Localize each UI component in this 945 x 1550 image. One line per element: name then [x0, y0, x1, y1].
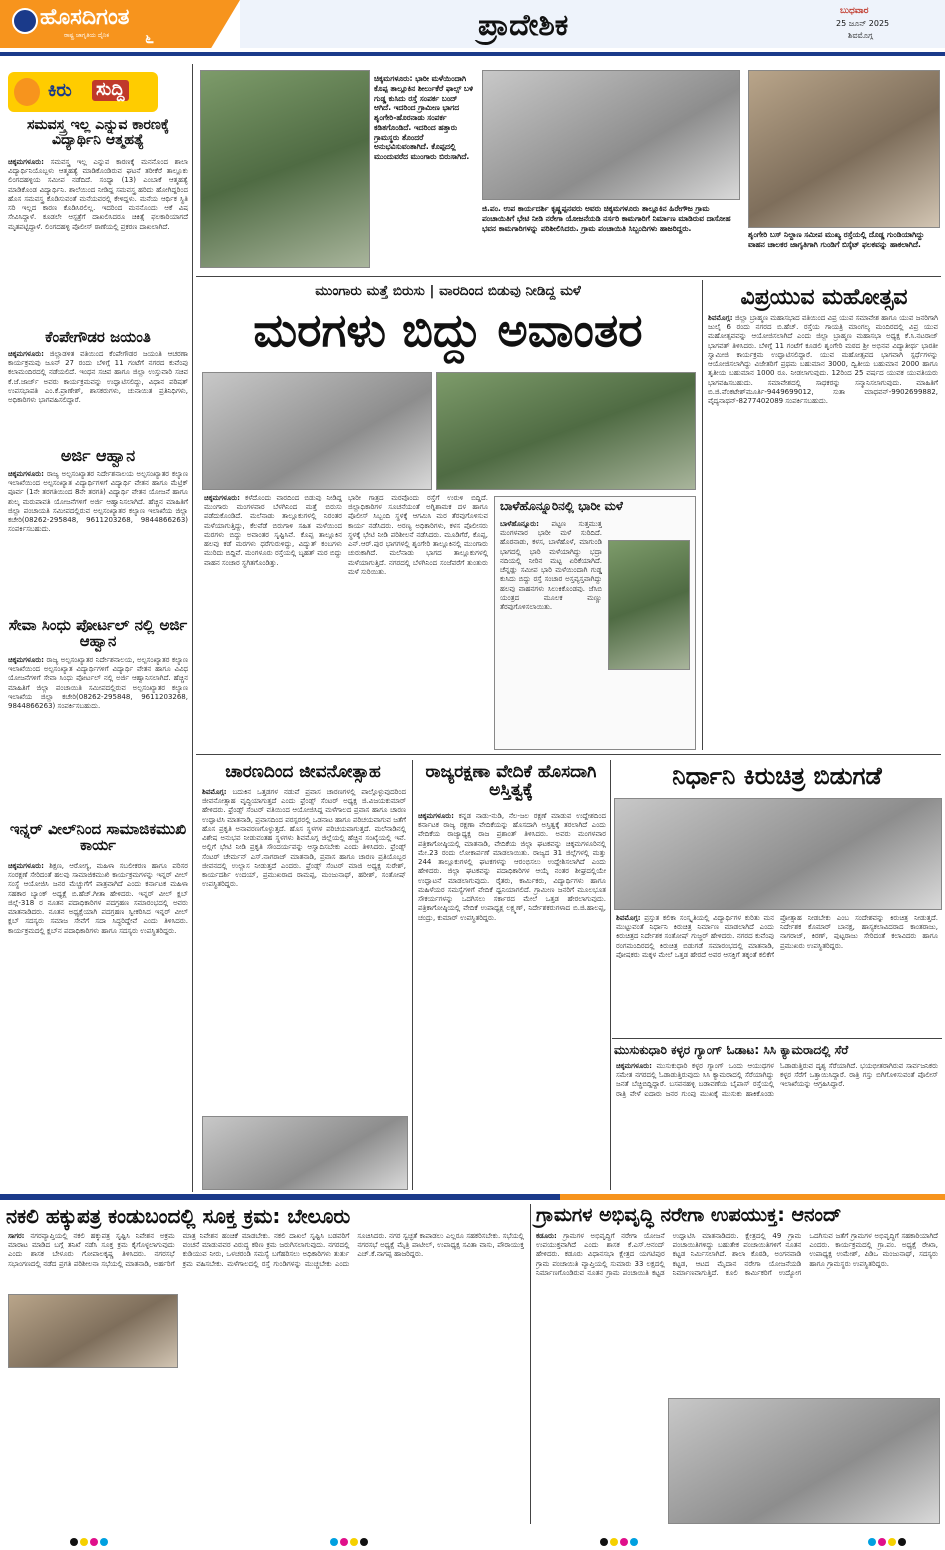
logo-emblem-icon: [12, 8, 38, 34]
lead-body-2: [348, 494, 488, 748]
page-number: ೬: [145, 28, 154, 47]
road-pothole-photo: [748, 70, 940, 228]
nirdhani-body: [616, 914, 938, 1030]
masthead-date: 25 ಜೂನ್ 2025: [836, 19, 890, 28]
divider: [196, 276, 941, 277]
kiru-prefix: ಕಿರು: [48, 80, 72, 101]
lead-dateline: ಚಿಕ್ಕಮಗಳೂರು:: [204, 494, 240, 502]
masthead-city: ಶಿವಮೊಗ್ಗ: [848, 31, 873, 40]
kiru-suffix: ಸುದ್ದಿ: [92, 80, 129, 101]
brief5-title: ಇನ್ನರ್ ವೀಲ್‌ನಿಂದ ಸಾಮಾಜಿಕಮುಖಿ ಕಾರ್ಯ: [9, 820, 187, 854]
divider: [192, 64, 193, 1192]
bottom1-body: [8, 1232, 524, 1522]
vedike-body: [418, 812, 606, 1188]
landslide-photo: [200, 70, 370, 268]
brief3-body: [8, 470, 188, 614]
bottom-band-orange: [560, 1194, 945, 1200]
divider: [196, 754, 941, 755]
brief5-text: ಶಿಕ್ಷಣ, ಆರೋಗ್ಯ, ಮಹಿಳಾ ಸಬಲೀಕರಣ ಹಾಗೂ ಪರಿಸರ ಸಂರಕ್ಷಣೆ ಸೇರಿದಂತೆ ಹಲವು ಸಾಮಾಜಿಕಮುಖಿ ಕಾರ್ಯಕ್ರಮಗಳನ್ನು ಇನ್ನರ್ ವೀಲ್ ಸಂಸ್ಥೆ ಆಯೋಜಿಸಿ ಜನರ ಮೆಚ್ಚುಗೆಗೆ ಪಾತ್ರವಾಗಿದೆ ಎಂದು ಕರ್ನಾಟಕ ಮಹಿಳಾ ಸಹಕಾರ ಬ್ಯಾಂಕ್ ಅಧ್ಯಕ್ಷೆ ಬಿ.ಹೆಚ್.ಗೀತಾ ಹೇಳಿದರು. ಇನ್ನರ್ ವೀಲ್ ಕ್ಲಬ್ ಜಿಲ್ಲೆ-318 ರ ನೂತನ ಪದಾಧಿಕಾರಿಗಳ ಪದಗ್ರಹಣ ಸಮಾರಂಭದಲ್ಲಿ ಅವರು ಮಾತನಾಡಿದರು. ನೂತನ ಅಧ್ಯಕ್ಷೆಯಾಗಿ ಪದಗ್ರಹಣ ಸ್ವೀಕರಿಸಿದ ಇನ್ನರ್ ವೀಲ್ ಕ್ಲಬ್ ಸದಸ್ಯರು ಸಮಾಜ ಸೇವೆಗೆ ಸದಾ ಸಿದ್ಧರಿದ್ದೇವೆ ಎಂದು ತಿಳಿಸಿದರು. ಕಾರ್ಯಕ್ರಮದಲ್ಲಿ ಕ್ಲಬ್‌ನ ಪದಾಧಿಕಾರಿಗಳು ಹಾಗೂ ಸದಸ್ಯರು ಉಪಸ್ಥಿತರಿದ್ದರು.: [8, 862, 188, 935]
color-registration-marks: [330, 1531, 370, 1550]
vedike-dateline: ಚಿಕ್ಕಮಗಳೂರು:: [418, 812, 454, 820]
lead-body-1: [204, 494, 342, 748]
fallen-tree-photo-1: [202, 372, 432, 490]
brief4-body: [8, 656, 188, 818]
pointing-hand-icon: [14, 78, 40, 106]
brief1-title: ಸಮವಸ್ತ್ರ ಇಲ್ಲ ಎನ್ನುವ ಕಾರಣಕ್ಕೆ ವಿದ್ಯಾರ್ಥಿನಿ ಆತ್ಮಹತ್ಯೆ: [26, 117, 170, 148]
divider: [612, 1038, 942, 1039]
photo-caption-3: ಶೃಂಗೇರಿ ಬಸ್ ನಿಲ್ದಾಣ ಸಮೀಪ ಮುಖ್ಯ ರಸ್ತೆಯಲ್ಲಿ ದೊಡ್ಡ ಗುಂಡಿಯಾಗಿದ್ದು ವಾಹನ ಚಾಲಕರ ಜಾಗೃತಿಗಾಗಿ ಗುಂಡಿಗೆ ಬಿಸ್ಕೆಟ್ ಫಲಕವನ್ನು ಹಾಕಲಾಗಿದೆ.: [748, 230, 925, 249]
sub-story-dateline: ಬಾಳೆಹೊನ್ನೂರು:: [500, 520, 539, 528]
vedike-title: ರಾಜ್ಯರಕ್ಷಣಾ ವೇದಿಕೆ ಹೊಸದಾಗಿ ಅಸ್ತಿತ್ವಕ್ಕೆ: [425, 762, 597, 800]
brief3-title: ಅರ್ಜಿ ಆಹ್ವಾನ: [60, 446, 136, 465]
brief5-dateline: ಚಿಕ್ಕಮಗಳೂರು:: [8, 862, 44, 870]
brief1-dateline: ಚಿಕ್ಕಮಗಳೂರು:: [8, 158, 44, 166]
cctv-title: ಮುಸುಕುಧಾರಿ ಕಳ್ಳರ ಗ್ಯಾಂಗ್ ಓಡಾಟ: ಸಿಸಿ ಕ್ಯಾಮರಾದಲ್ಲಿ ಸೆರೆ: [614, 1043, 849, 1057]
lead-headline: ಮರಗಳು ಬಿದ್ದು ಅವಾಂತರ: [253, 303, 643, 357]
masthead-day: ಬುಧವಾರ: [840, 6, 869, 16]
lead-text-1: ಕಳೆದೊಂದು ವಾರದಿಂದ ಬಿಡುವು ನೀಡಿದ್ದ ಮುಂಗಾರು ಮಂಗಳವಾರ ಬೆಳಗಿನಿಂದ ಮತ್ತೆ ಬಿರುಸು ಪಡೆದುಕೊಂಡಿದೆ. ಮಲೆನಾಡು ತಾಲ್ಲೂಕುಗಳಲ್ಲಿ ನಿರಂತರ ಮಳೆಯಾಗುತ್ತಿದ್ದು, ಕೆಲವೆಡೆ ಬಿರುಗಾಳಿ ಸಹಿತ ಮಳೆಯಿಂದ ಮರಗಳು ಬಿದ್ದು ಅವಾಂತರ ಸೃಷ್ಟಿಸಿವೆ. ಕೊಪ್ಪ ತಾಲ್ಲೂಕಿನ ಹಲವು ಕಡೆ ಮರಗಳು ಧರೆಗುರುಳಿದ್ದು, ವಿದ್ಯುತ್ ಕಂಬಗಳು ಮುರಿದು ಬಿದ್ದಿವೆ. ಮಂಗಳೂರು ರಸ್ತೆಯಲ್ಲಿ ಬೃಹತ್ ಮರ ಬಿದ್ದು ವಾಹನ ಸಂಚಾರ ಸ್ಥಗಿತಗೊಂಡಿತ್ತು.: [204, 494, 342, 567]
color-registration-marks: [70, 1531, 110, 1550]
divider: [412, 760, 413, 1190]
masthead-tagline: ರಾಷ್ಟ್ರ ಜಾಗೃತಿಯ ದೈನಿಕ: [64, 32, 110, 39]
section-title: ಪ್ರಾದೇಶಿಕ: [478, 8, 569, 43]
cctv-body: [616, 1062, 938, 1188]
charana-body: [202, 788, 406, 1100]
color-registration-marks: [868, 1531, 908, 1550]
masthead-logo: ಹೊಸದಿಗಂತ: [40, 5, 130, 30]
bottom1-dateline: ಸಾಗರ:: [8, 1232, 25, 1240]
brief2-dateline: ಚಿಕ್ಕಮಗಳೂರು:: [8, 350, 44, 358]
vipra-dateline: ಶಿವಮೊಗ್ಗ:: [708, 314, 733, 322]
vipra-body: [708, 314, 938, 746]
divider: [530, 1204, 531, 1524]
brief4-dateline: ಚಿಕ್ಕಮಗಳೂರು:: [8, 656, 44, 664]
nirdhani-dateline: ಶಿವಮೊಗ್ಗ:: [616, 914, 641, 922]
film-release-photo: [614, 798, 942, 910]
masthead-rule: [0, 52, 945, 56]
bottom2-body: [536, 1232, 938, 1392]
bottom-band-blue: [0, 1194, 560, 1200]
brief2-body: [8, 350, 188, 442]
brief1-body: [8, 158, 188, 290]
brief2-text: ಜಿಲ್ಲಾಡಳಿತ ವತಿಯಿಂದ ಕೆಂಪೇಗೌಡರ ಜಯಂತಿ ಆಚರಣಾ ಕಾರ್ಯಕ್ರಮವು ಜೂನ್ 27 ರಂದು ಬೆಳಿಗ್ಗೆ 11 ಗಂಟೆಗೆ ನಗರದ ಕುವೆಂಪು ಕಲಾಮಂದಿರದಲ್ಲಿ ನಡೆಯಲಿದೆ. ಇಂಧನ ಸಚಿವ ಹಾಗೂ ಜಿಲ್ಲಾ ಉಸ್ತುವಾರಿ ಸಚಿವ ಕೆ.ಜೆ.ಜಾರ್ಜ್ ಅವರು ಕಾರ್ಯಕ್ರಮವನ್ನು ಉದ್ಘಾಟಿಸಲಿದ್ದು, ವಿಧಾನ ಪರಿಷತ್ ಉಪಸಭಾಪತಿ ಎಂ.ಕೆ.ಪ್ರಾಣೇಶ್, ಶಾಸಕರುಗಳು, ಚುನಾಯಿತ ಪ್ರತಿನಿಧಿಗಳು, ಅಧಿಕಾರಿಗಳು ಭಾಗವಹಿಸಲಿದ್ದಾರೆ.: [8, 350, 188, 405]
charana-dateline: ಶಿವಮೊಗ್ಗ:: [202, 788, 227, 796]
rain-damage-photo: [608, 540, 690, 670]
bottom2-dateline: ಕಡೂರು:: [536, 1232, 557, 1240]
cctv-text: ಮುಸುಕುಧಾರಿ ಕಳ್ಳರ ಗ್ಯಾಂಗ್ ಒಂದು ಆಯುಧಗಳ ಸಮೇತ ನಗರದಲ್ಲಿ ಓಡಾಡುತ್ತಿರುವುದು ಸಿಸಿ ಕ್ಯಾಮರಾದಲ್ಲಿ ಸೆರೆಯಾಗಿದ್ದು ಜನತೆ ಬೆಚ್ಚಿಬಿದ್ದಿದ್ದಾರೆ. ಬಸವನಹಳ್ಳಿ ಬಡಾವಣೆಯ ಬೈಪಾಸ್ ರಸ್ತೆಯಲ್ಲಿ ರಾತ್ರಿ ವೇಳೆ ಐದಾರು ಜನರ ಗುಂಪು ಮುಖಕ್ಕೆ ಮುಸುಕು ಹಾಕಿಕೊಂಡು ಓಡಾಡುತ್ತಿರುವ ದೃಶ್ಯ ಸೆರೆಯಾಗಿದೆ. ಭಯಭೀತರಾಗಿರುವ ಸಾರ್ವಜನಿಕರು ಕಳ್ಳರ ಸೆರೆಗೆ ಒತ್ತಾಯಿಸಿದ್ದಾರೆ. ರಾತ್ರಿ ಗಸ್ತು ಬಿಗಿಗೊಳಿಸುವಂತೆ ಪೊಲೀಸ್ ಇಲಾಖೆಯನ್ನು ಆಗ್ರಹಿಸಿದ್ದಾರೆ.: [616, 1062, 938, 1098]
sub-story-title: ಬಾಳೆಹೊನ್ನೂರಿನಲ್ಲಿ ಭಾರೀ ಮಳೆ: [500, 499, 623, 513]
bottom1-text: ನಗರವ್ಯಾಪ್ತಿಯಲ್ಲಿ ನಕಲಿ ಹಕ್ಕುಪತ್ರ ಸೃಷ್ಟಿಸಿ ನಿವೇಶನ ಅಕ್ರಮ ಮಾರಾಟ ಮಾಡಿದ ಬಗ್ಗೆ ತನಿಖೆ ನಡೆಸಿ ಸೂಕ್ತ ಕ್ರಮ ಕೈಗೊಳ್ಳಲಾಗುವುದು ಎಂದು ಶಾಸಕ ಬೇಳೂರು ಗೋಪಾಲಕೃಷ್ಣ ತಿಳಿಸಿದರು. ನಗರಸಭೆ ಸಭಾಂಗಣದಲ್ಲಿ ನಡೆದ ಪ್ರಗತಿ ಪರಿಶೀಲನಾ ಸಭೆಯಲ್ಲಿ ಮಾತನಾಡಿ, ಅರ್ಹರಿಗೆ ಮಾತ್ರ ನಿವೇಶನ ಹಂಚಿಕೆ ಮಾಡಬೇಕು. ನಕಲಿ ದಾಖಲೆ ಸೃಷ್ಟಿಸಿ ಬಡವರಿಗೆ ವಂಚನೆ ಮಾಡುವವರ ವಿರುದ್ಧ ಕಠಿಣ ಕ್ರಮ ಜರುಗಿಸಲಾಗುವುದು. ನಗರದಲ್ಲಿ ಕುಡಿಯುವ ನೀರು, ಒಳಚರಂಡಿ ಸಮಸ್ಯೆ ಬಗೆಹರಿಸಲು ಅಧಿಕಾರಿಗಳು ತುರ್ತು ಕ್ರಮ ವಹಿಸಬೇಕು. ಮಳೆಗಾಲದಲ್ಲಿ ರಸ್ತೆ ಗುಂಡಿಗಳನ್ನು ಮುಚ್ಚಬೇಕು ಎಂದು ಸೂಚಿಸಿದರು. ನಗರ ಸ್ವಚ್ಛತೆ ಕಾಪಾಡಲು ಎಲ್ಲರೂ ಸಹಕರಿಸಬೇಕು. ಸಭೆಯಲ್ಲಿ ನಗರಸಭೆ ಅಧ್ಯಕ್ಷೆ ಮೈತ್ರಿ ಪಾಟೀಲ್, ಉಪಾಧ್ಯಕ್ಷ ಸವಿತಾ ವಾಸು, ಪೌರಾಯುಕ್ತ ಎಚ್.ಕೆ.ನಾಗಪ್ಪ ಹಾಜರಿದ್ದರು.: [8, 1232, 524, 1268]
brief5-body: [8, 862, 188, 1182]
divider: [702, 280, 703, 750]
charana-text: ಬದುಕಿನ ಒತ್ತಡಗಳ ನಡುವೆ ಪ್ರವಾಸ ಚಾರಣಗಳಲ್ಲಿ ಪಾಲ್ಗೊಳ್ಳುವುದರಿಂದ ಜೀವನೋತ್ಸಾಹ ವೃದ್ಧಿಯಾಗುತ್ತದೆ ಎಂದು ಫ್ರೆಂಡ್ಸ್ ಸೆಂಟರ್ ಅಧ್ಯಕ್ಷ ಜಿ.ವಿಜಯಕುಮಾರ್ ಹೇಳಿದರು. ಫ್ರೆಂಡ್ಸ್ ಸೆಂಟರ್ ವತಿಯಿಂದ ಆಯೋಜಿಸಿದ್ದ ಮಳೆಗಾಲದ ಪ್ರವಾಸ ಹಾಗೂ ಚಾರಣ ಉದ್ಘಾಟಿಸಿ ಮಾತನಾಡಿ, ಪ್ರವಾಸದಿಂದ ಪರಸ್ಪರರಲ್ಲಿ ಒಡನಾಟ ಹಾಗೂ ಪರಿಚಯವಾಗುವ ಜತೆಗೆ ಹೊಸ ಪ್ರಕೃತಿ ಅನಾವರಣಗೊಳ್ಳುತ್ತದೆ. ಹೊಸ ಸ್ಥಳಗಳ ಪರಿಚಯವಾಗುತ್ತದೆ. ಮಲೆನಾಡಿನಲ್ಲಿ ವಿಶೇಷ ಅನುಭವ ನೀಡುವಂತಹ ಸ್ಥಳಗಳು ಶಿವಮೊಗ್ಗ ಜಿಲ್ಲೆಯಲ್ಲಿ ಹೆಚ್ಚಿನ ಸಂಖ್ಯೆಯಲ್ಲಿ ಇವೆ. ಅಲ್ಲಿಗೆ ಭೇಟಿ ನೀಡಿ ಪ್ರಕೃತಿ ಸೌಂದರ್ಯವನ್ನು ಆಸ್ವಾದಿಸಬೇಕು ಎಂದು ತಿಳಿಸಿದರು. ಫ್ರೆಂಡ್ಸ್ ಸೆಂಟರ್ ಚೇರ್ಮನ್ ಎಸ್.ನಾಗರಾಜ್ ಮಾತನಾಡಿ, ಪ್ರವಾಸ ಹಾಗೂ ಚಾರಣ ಪ್ರತಿಯೊಬ್ಬರ ಜೀವನದಲ್ಲಿ ಉಲ್ಲಾಸ ನೀಡುತ್ತದೆ ಎಂದರು. ಫ್ರೆಂಡ್ಸ್ ಸೆಂಟರ್ ಮಾಜಿ ಅಧ್ಯಕ್ಷ ಸುರೇಶ್, ಕಾರ್ಯದರ್ಶಿ ಉದಯ್, ಪ್ರಮುಖರಾದ ರಾಮಪ್ಪ, ಮಂಜುನಾಥ್, ಹರೀಶ್, ಸಂತೋಷ್ ಉಪಸ್ಥಿತರಿದ್ದರು.: [202, 788, 406, 889]
sub-story-text: ಪಟ್ಟಣ ಸುತ್ತಮುತ್ತ ಮಂಗಳವಾರ ಭಾರೀ ಮಳೆ ಸುರಿದಿದೆ. ಹೊರನಾಡು, ಕಳಸ, ಬಾಳೆಹೊಳೆ, ಮಾಗುಂಡಿ ಭಾಗದಲ್ಲಿ ಭಾರಿ ಮಳೆಯಾಗಿದ್ದು ಭದ್ರಾ ನದಿಯಲ್ಲಿ ನೀರಿನ ಮಟ್ಟ ಏರಿಕೆಯಾಗಿದೆ. ಚೆನ್ನಡ್ಲು ಸಮೀಪ ಭಾರಿ ಮಳೆಯಿಂದಾಗಿ ಗುಡ್ಡ ಕುಸಿದು ಬಿದ್ದು ರಸ್ತೆ ಸಂಚಾರ ಅಸ್ತವ್ಯಸ್ತವಾಗಿದ್ದು ಹಲವು ವಾಹನಗಳು ಸಿಲುಕಿಕೊಂಡವು. ಜೆಸಿಬಿ ಯಂತ್ರದ ಮೂಲಕ ಮಣ್ಣು ತೆರವುಗೊಳಿಸಲಾಯಿತು.: [500, 520, 602, 612]
bottom1-title: ನಕಲಿ ಹಕ್ಕುಪತ್ರ ಕಂಡುಬಂದಲ್ಲಿ ಸೂಕ್ತ ಕ್ರಮ: ಬೇಲೂರು: [6, 1204, 351, 1228]
lead-text-2: ಭಾರೀ ಗಾತ್ರದ ಮರವೊಂದು ರಸ್ತೆಗೆ ಉರುಳಿ ಬಿದ್ದಿದೆ. ಜಿಲ್ಲಾಧಿಕಾರಿಗಳ ಸೂಚನೆಯಂತೆ ಅಗ್ನಿಶಾಮಕ ದಳ ಹಾಗೂ ಪೊಲೀಸ್ ಸಿಬ್ಬಂದಿ ಸ್ಥಳಕ್ಕೆ ಆಗಮಿಸಿ ಮರ ತೆರವುಗೊಳಿಸುವ ಕಾರ್ಯ ನಡೆಸಿದರು. ಅರಣ್ಯ ಅಧಿಕಾರಿಗಳು, ಕಳಸ ಪೊಲೀಸರು ಸ್ಥಳಕ್ಕೆ ಭೇಟಿ ನೀಡಿ ಪರಿಶೀಲನೆ ನಡೆಸಿದರು. ಮೂಡಿಗೆರೆ, ಕೊಪ್ಪ, ಎನ್.ಆರ್.ಪುರ ಭಾಗಗಳಲ್ಲಿ ಶೃಂಗೇರಿ ತಾಲ್ಲೂಕಿನಲ್ಲಿ ಮುಂಗಾರು ಚುರುಕಾಗಿದೆ. ಮಲೆನಾಡು ಭಾಗದ ತಾಲ್ಲೂಕುಗಳಲ್ಲಿ ಮಳೆಯಾಗುತ್ತಿದೆ. ನಗರದಲ್ಲಿ ಬೆಳಗಿನಿಂದ ಸಂಜೆವರೆಗೆ ತುಂತುರು ಮಳೆ ಸುರಿಯಿತು.: [348, 494, 488, 576]
masthead: [0, 0, 945, 62]
fallen-tree-photo-2: [436, 372, 696, 490]
vedike-text: ಕನ್ನಡ ನಾಡು-ನುಡಿ, ನೆಲ-ಜಲ ರಕ್ಷಣೆ ಮಾಡುವ ಉದ್ದೇಶದಿಂದ ಕರ್ನಾಟಕ ರಾಜ್ಯ ರಕ್ಷಣಾ ವೇದಿಕೆಯನ್ನು ಹೊಸದಾಗಿ ಅಸ್ತಿತ್ವಕ್ಕೆ ತರಲಾಗಿದೆ ಎಂದು ವೇದಿಕೆಯ ರಾಜ್ಯಾಧ್ಯಕ್ಷ ರಾಜ ಪ್ರಶಾಂತ್ ತಿಳಿಸಿದರು. ಅವರು ಮಂಗಳವಾರ ಪತ್ರಿಕಾಗೋಷ್ಠಿಯಲ್ಲಿ ಮಾತನಾಡಿ, ವೇದಿಕೆಯ ಜಿಲ್ಲಾ ಘಟಕವನ್ನು ಚಿಕ್ಕಮಗಳೂರಿನಲ್ಲಿ ಮೇ.23 ರಂದು ಲೋಕಾರ್ಪಣೆ ಮಾಡಲಾಯಿತು. ರಾಜ್ಯದ 31 ಜಿಲ್ಲೆಗಳಲ್ಲಿ ಮತ್ತು 244 ತಾಲ್ಲೂಕುಗಳಲ್ಲಿ ಘಟಕಗಳನ್ನು ಆರಂಭಿಸಲು ಉದ್ದೇಶಿಸಲಾಗಿದೆ ಎಂದು ಹೇಳಿದರು. ಜಿಲ್ಲಾ ಘಟಕವನ್ನು ಪದಾಧಿಕಾರಿಗಳ ಆಯ್ಕೆ ನಂತರ ಶೀಘ್ರದಲ್ಲಿಯೇ ಉದ್ಘಾಟನೆ ಮಾಡಲಾಗುವುದು. ರೈತರು, ಕಾರ್ಮಿಕರು, ವಿದ್ಯಾರ್ಥಿಗಳು ಹಾಗೂ ಮಹಿಳೆಯರ ಸಮಸ್ಯೆಗಳಿಗೆ ವೇದಿಕೆ ಧ್ವನಿಯಾಗಲಿದೆ. ಗ್ರಾಮೀಣ ಜನರಿಗೆ ಮೂಲಭೂತ ಸೌಕರ್ಯಗಳನ್ನು ಒದಗಿಸಲು ಸರ್ಕಾರದ ಮೇಲೆ ಒತ್ತಡ ಹೇರಲಾಗುವುದು. ಪತ್ರಿಕಾಗೋಷ್ಠಿಯಲ್ಲಿ ವೇದಿಕೆ ಉಪಾಧ್ಯಕ್ಷ ಲಕ್ಷ್ಮಣ್, ನಿರ್ದೇಶಕರುಗಳಾದ ಬಿ.ಜಿ.ಹಾಲಪ್ಪ, ಚಂದ್ರು, ಕುಮಾರ್ ಉಪಸ್ಥಿತರಿದ್ದರು.: [418, 812, 606, 922]
brief4-text: ರಾಜ್ಯ ಅಲ್ಪಸಂಖ್ಯಾತರ ನಿರ್ದೇಶನಾಲಯ, ಅಲ್ಪಸಂಖ್ಯಾತರ ಕಲ್ಯಾಣ ಇಲಾಖೆಯಿಂದ ಅಲ್ಪಸಂಖ್ಯಾತ ವಿದ್ಯಾರ್ಥಿಗಳಿಗೆ ವಿದ್ಯಾರ್ಥಿ ವೇತನ ಹಾಗೂ ವಿವಿಧ ಯೋಜನೆಗಳಿಗೆ ಸೇವಾ ಸಿಂಧು ಪೋರ್ಟಲ್ ನಲ್ಲಿ ಅರ್ಜಿ ಆಹ್ವಾನಿಸಲಾಗಿದೆ. ಹೆಚ್ಚಿನ ಮಾಹಿತಿಗೆ ಜಿಲ್ಲಾ ಪಂಚಾಯಿತಿ ಸಮೀಪದಲ್ಲಿರುವ ಅಲ್ಪಸಂಖ್ಯಾತರ ಕಲ್ಯಾಣ ಇಲಾಖೆಯ ಜಿಲ್ಲಾ ಕಚೇರಿ(08262-295848, 9611203268, 9844866263) ಸಂಪರ್ಕಿಸಬಹುದು.: [8, 656, 188, 711]
bottom2-title: ಗ್ರಾಮಗಳ ಅಭಿವೃದ್ಧಿ ನರೇಗಾ ಉಪಯುಕ್ತ: ಆನಂದ್: [536, 1204, 842, 1226]
trekking-group-photo: [202, 1116, 408, 1190]
brief3-dateline: ಚಿಕ್ಕಮಗಳೂರು:: [8, 470, 44, 478]
cctv-dateline: ಚಿಕ್ಕಮಗಳೂರು:: [616, 1062, 652, 1070]
brief2-title: ಕೆಂಪೇಗೌಡರ ಜಯಂತಿ: [45, 328, 151, 346]
divider: [610, 760, 611, 1190]
photo-caption-1: ಚಿಕ್ಕಮಗಳೂರು: ಭಾರೀ ಮಳೆಯಿಂದಾಗಿ ಕೊಪ್ಪ ತಾಲ್ಲೂಕಿನ ಶೀರ್ಲುಕೆರೆ ಫಾಲ್ಸ್ ಬಳಿ ಗುಡ್ಡ ಕುಸಿದು ರಸ್ತೆ ಸಂಪರ್ಕ ಬಂದ್ ಆಗಿದೆ. ಇದರಿಂದ ಗ್ರಾಮೀಣ ಭಾಗದ ಶೃಂಗೇರಿ-ಹೊರನಾಡು ಸಂಪರ್ಕ ಕಡಿತಗೊಂಡಿದೆ. ಇದರಿಂದ ಹತ್ತಾರು ಗ್ರಾಮಸ್ಥರು ತೊಂದರೆ ಅನುಭವಿಸುವಂತಾಗಿದೆ. ಕೊಪ್ಪದಲ್ಲಿ ಮುಂದುವರೆದ ಮುಂಗಾರು ಬಿರುಸಾಗಿದೆ.: [374, 74, 474, 161]
officials-inspection-photo: [482, 70, 740, 200]
vipra-title: ವಿಪ್ರಯುವ ಮಹೋತ್ಸವ: [740, 285, 908, 310]
vipra-text: ಜಿಲ್ಲಾ ಬ್ರಾಹ್ಮಣ ಮಹಾಸಭಾದ ವತಿಯಿಂದ ವಿಪ್ರ ಯುವ ಸಮಾವೇಶ ಹಾಗೂ ಯುವ ಜನರಿಗಾಗಿ ಜುಲೈ 6 ರಂದು ನಗರದ ಬಿ.ಹೆಚ್. ರಸ್ತೆಯ ಗಾಯತ್ರಿ ಮಾಂಗಲ್ಯ ಮಂದಿರದಲ್ಲಿ ವಿಪ್ರ ಯುವ ಮಹೋತ್ಸವವನ್ನು ಆಯೋಜಿಸಲಾಗಿದೆ ಎಂದು ಜಿಲ್ಲಾ ಬ್ರಾಹ್ಮಣ ಮಹಾಸಭಾ ಅಧ್ಯಕ್ಷ ಕೆ.ಸಿ.ನಟರಾಜ್ ಭಾಗವತ್ ತಿಳಿಸಿದರು. ಬೆಳಿಗ್ಗೆ 11 ಗಂಟೆಗೆ ಕೂಡಲಿ ಶೃಂಗೇರಿ ಮಠದ ಶ್ರೀ ಅಭಿನವ ವಿದ್ಯಾತೀರ್ಥ ಭಾರತೀ ಸ್ವಾಮೀಜಿ ಕಾರ್ಯಕ್ರಮ ಉದ್ಘಾಟಿಸಲಿದ್ದಾರೆ. ಯುವ ಮಹೋತ್ಸವದ ಭಾಗವಾಗಿ ಸ್ಪರ್ಧೆಗಳನ್ನು ಆಯೋಜಿಸಲಾಗಿದ್ದು ವಿಜೇತರಿಗೆ ಪ್ರಥಮ ಬಹುಮಾನ 3000, ದ್ವಿತೀಯ ಬಹುಮಾನ 2000 ಹಾಗೂ ತೃತೀಯ ಬಹುಮಾನ 1000 ರೂ. ನೀಡಲಾಗುವುದು. 12ರಿಂದ 25 ವರ್ಷದ ಯುವಕ ಯುವತಿಯರು ಭಾಗವಹಿಸಬಹುದು. ಸಮಾವೇಶದಲ್ಲಿ ಸಾಧಕರನ್ನು ಸನ್ಮಾನಿಸಲಾಗುವುದು. ಮಾಹಿತಿಗೆ ಬಿ.ಜಿ.ವೆಂಕಟೇಶ್‌ಮೂರ್ತಿ-9449699012, ಸುತಾ ಮಾಧವನ್-9902699882, ವೈದ್ಯನಾಥನ್-8277402089 ಸಂಪರ್ಕಿಸಬಹುದು.: [708, 314, 938, 406]
panchayat-building-photo: [668, 1398, 940, 1524]
brief4-title: ಸೇವಾ ಸಿಂಧು ಪೋರ್ಟಲ್ ನಲ್ಲಿ ಅರ್ಜಿ ಆಹ್ವಾನ: [8, 616, 188, 650]
brief1-text: ಸಮವಸ್ತ್ರ ಇಲ್ಲ ಎನ್ನುವ ಕಾರಣಕ್ಕೆ ಮನನೊಂದ ಶಾಲಾ ವಿದ್ಯಾರ್ಥಿನಿಯೊಬ್ಬಳು ಆತ್ಮಹತ್ಯೆ ಮಾಡಿಕೊಂಡಿರುವ ಘಟನೆ ತರೀಕೆರೆ ತಾಲ್ಲೂಕು ಲಿಂಗದಹಳ್ಳಿಯ ಸಮೀಪ ನಡೆದಿದೆ. ಸಂಧ್ಯಾ (13) ಎಂಬಾಕೆ ಆತ್ಮಹತ್ಯೆ ಮಾಡಿಕೊಂಡ ವಿದ್ಯಾರ್ಥಿನಿ. ಶಾಲೆಯಿಂದ ನೀಡಿದ್ದ ಸಮವಸ್ತ್ರ ಹರಿದು ಹೋಗಿದ್ದರಿಂದ ಹೊಸ ಸಮವಸ್ತ್ರ ಕೊಡಿಸುವಂತೆ ಮನೆಯವರಲ್ಲಿ ಕೇಳಿದ್ದಳು. ಮನೆಯ ಆರ್ಥಿಕ ಸ್ಥಿತಿ ಸರಿ ಇಲ್ಲದ ಕಾರಣ ಕೊಡಿಸಿರಲಿಲ್ಲ. ಇದರಿಂದ ಮನನೊಂದು ಆಕೆ ವಿಷ ಸೇವಿಸಿದ್ದಾಳೆ. ಕೂಡಲೇ ಆಸ್ಪತ್ರೆಗೆ ದಾಖಲಿಸಿದರೂ ಚಿಕಿತ್ಸೆ ಫಲಕಾರಿಯಾಗದೆ ಮೃತಪಟ್ಟಿದ್ದಾಳೆ. ಲಿಂಗದಹಳ್ಳಿ ಪೊಲೀಸ್ ಠಾಣೆಯಲ್ಲಿ ಪ್ರಕರಣ ದಾಖಲಾಗಿದೆ.: [8, 158, 188, 231]
color-registration-marks: [600, 1531, 640, 1550]
bottom2-text: ಗ್ರಾಮಗಳ ಅಭಿವೃದ್ಧಿಗೆ ನರೇಗಾ ಯೋಜನೆ ಉಪಯುಕ್ತವಾಗಿದೆ ಎಂದು ಶಾಸಕ ಕೆ.ಎಸ್.ಆನಂದ್ ಹೇಳಿದರು. ಕಡೂರು ವಿಧಾನಸಭಾ ಕ್ಷೇತ್ರದ ಯಗಟಿಪುರ ಗ್ರಾಮ ಪಂಚಾಯಿತಿ ವ್ಯಾಪ್ತಿಯಲ್ಲಿ ಸುಮಾರು 33 ಲಕ್ಷದಲ್ಲಿ ನಿರ್ಮಾಣಗೊಂಡಿರುವ ನೂತನ ಗ್ರಾಮ ಪಂಚಾಯಿತಿ ಕಟ್ಟಡ ಉದ್ಘಾಟಿಸಿ ಮಾತನಾಡಿದರು. ಕ್ಷೇತ್ರದಲ್ಲಿ 49 ಗ್ರಾಮ ಪಂಚಾಯಿತಿಗಳಿದ್ದು ಬಹುತೇಕ ಪಂಚಾಯಿತಿಗಳಿಗೆ ನೂತನ ಕಟ್ಟಡ ನಿರ್ಮಿಸಲಾಗಿದೆ. ಶಾಲಾ ಕೊಠಡಿ, ಅಂಗನವಾಡಿ ಕಟ್ಟಡ, ಆಟದ ಮೈದಾನ ನರೇಗಾ ಯೋಜನೆಯಡಿ ನಿರ್ಮಾಣವಾಗುತ್ತಿದೆ. ಕೂಲಿ ಕಾರ್ಮಿಕರಿಗೆ ಉದ್ಯೋಗ ಒದಗಿಸುವ ಜತೆಗೆ ಗ್ರಾಮಗಳ ಅಭಿವೃದ್ಧಿಗೆ ಸಹಕಾರಿಯಾಗಿದೆ ಎಂದರು. ಕಾರ್ಯಕ್ರಮದಲ್ಲಿ ಗ್ರಾ.ಪಂ. ಅಧ್ಯಕ್ಷೆ ರೇಖಾ, ಉಪಾಧ್ಯಕ್ಷ ಉಮೇಶ್, ಪಿಡಿಒ ಮಂಜುನಾಥ್, ಸದಸ್ಯರು ಹಾಗೂ ಗ್ರಾಮಸ್ಥರು ಉಪಸ್ಥಿತರಿದ್ದರು.: [536, 1232, 938, 1277]
charana-title: ಚಾರಣದಿಂದ ಜೀವನೋತ್ಸಾಹ: [225, 762, 381, 782]
nirdhani-title: ನಿರ್ಧಾನಿ ಕಿರುಚಿತ್ರ ಬಿಡುಗಡೆ: [672, 762, 882, 790]
nirdhani-text: ಪ್ರಸ್ತುತ ಕಲಿಕಾ ಸಂಸ್ಕೃತಿಯಲ್ಲಿ ವಿದ್ಯಾರ್ಥಿಗಳ ಕುರಿತು ಮನ ಮುಟ್ಟುವಂತೆ ನಿರ್ಧಾನಿ ಕಿರುಚಿತ್ರ ನಿರ್ಮಾಣ ಮಾಡಲಾಗಿದೆ ಎಂದು ಕಿರುಚಿತ್ರದ ನಿರ್ದೇಶಕ ಸಂತೋಷ್ ಗುಜ್ಜರ್ ಹೇಳಿದರು. ನಗರದ ಕುವೆಂಪು ರಂಗಮಂದಿರದಲ್ಲಿ ಕಿರುಚಿತ್ರ ಬಿಡುಗಡೆ ಸಮಾರಂಭದಲ್ಲಿ ಮಾತನಾಡಿ, ಪೋಷಕರು ಮಕ್ಕಳ ಮೇಲೆ ಒತ್ತಡ ಹೇರದೆ ಅವರ ಆಸಕ್ತಿಗೆ ತಕ್ಕಂತೆ ಕಲಿಕೆಗೆ ಪ್ರೋತ್ಸಾಹ ನೀಡಬೇಕು ಎಂಬ ಸಂದೇಶವನ್ನು ಕಿರುಚಿತ್ರ ನೀಡುತ್ತದೆ. ನಿರ್ದೇಶಕ ಕೊಮಾರ್ ಬಾನಕ್ಷ, ಹಾಸ್ಯಕಲಾವಿದರಾದ ಕಾಂತರಾಜು, ನಾಗರಾಜ್, ಕಿರಣ್, ಪುಟ್ಟರಾಜು ಸೇರಿದಂತೆ ಕಲಾವಿದರು ಹಾಗೂ ಪ್ರಮುಖರು ಉಪಸ್ಥಿತರಿದ್ದರು.: [616, 914, 938, 959]
photo-caption-2: ಜಿ.ಪಂ. ಉಪ ಕಾರ್ಯದರ್ಶಿ ಕೃಷ್ಣಪ್ಪನವರು ಅವರು ಚಿಕ್ಕಮಗಳೂರು ತಾಲ್ಲೂಕಿನ ಹಿರೇಗೌಜ ಗ್ರಾಮ ಪಂಚಾಯಿತಿಗೆ ಭೇಟಿ ನೀಡಿ ನರೇಗಾ ಯೋಜನೆಯಡಿ ನರ್ಸರಿ ಕಾಮಗಾರಿಗೆ ನಿರ್ಮಾಣ ಮಾಡಿರುವ ದಾಸೋಹ ಭವನ ಕಾಮಗಾರಿಗಳನ್ನು ಪರಿಶೀಲಿಸಿದರು. ಗ್ರಾಮ ಪಂಚಾಯಿತಿ ಸಿಬ್ಬಂದಿಗಳು ಹಾಜರಿದ್ದರು.: [482, 204, 731, 233]
lead-kicker: ಮುಂಗಾರು ಮತ್ತೆ ಬಿರುಸು | ವಾರದಿಂದ ಬಿಡುವು ನೀಡಿದ್ದ ಮಳೆ: [315, 283, 581, 299]
brief3-text: ರಾಜ್ಯ ಅಲ್ಪಸಂಖ್ಯಾತರ ನಿರ್ದೇಶನಾಲಯ ಅಲ್ಪಸಂಖ್ಯಾತರ ಕಲ್ಯಾಣ ಇಲಾಖೆಯಿಂದ ಅಲ್ಪಸಂಖ್ಯಾತ ವಿದ್ಯಾರ್ಥಿಗಳಿಗೆ ವಿದ್ಯಾರ್ಥಿ ವೇತನ ಹಾಗೂ ಮೆಟ್ರಿಕ್ ಪೂರ್ವ (1ನೇ ತರಗತಿಯಿಂದ 8ನೇ ತರಗತಿ) ವಿದ್ಯಾರ್ಥಿ ವೇತನ ಯೋಜನೆ ಹಾಗೂ ಶುಲ್ಕ ಮರುಪಾವತಿ ಯೋಜನೆಗಳಿಗೆ ಅರ್ಜಿ ಆಹ್ವಾನಿಸಲಾಗಿದೆ. ಹೆಚ್ಚಿನ ಮಾಹಿತಿಗೆ ಜಿಲ್ಲಾ ಪಂಚಾಯತಿ ಸಮೀಪದಲ್ಲಿರುವ ಅಲ್ಪಸಂಖ್ಯಾತರ ಕಲ್ಯಾಣ ಇಲಾಖೆಯ ಜಿಲ್ಲಾ ಕಚೇರಿ(08262-295848, 9611203268, 9844866263) ಸಂಪರ್ಕಿಸಬಹುದು.: [8, 470, 188, 534]
sub-story-body: [500, 520, 602, 744]
